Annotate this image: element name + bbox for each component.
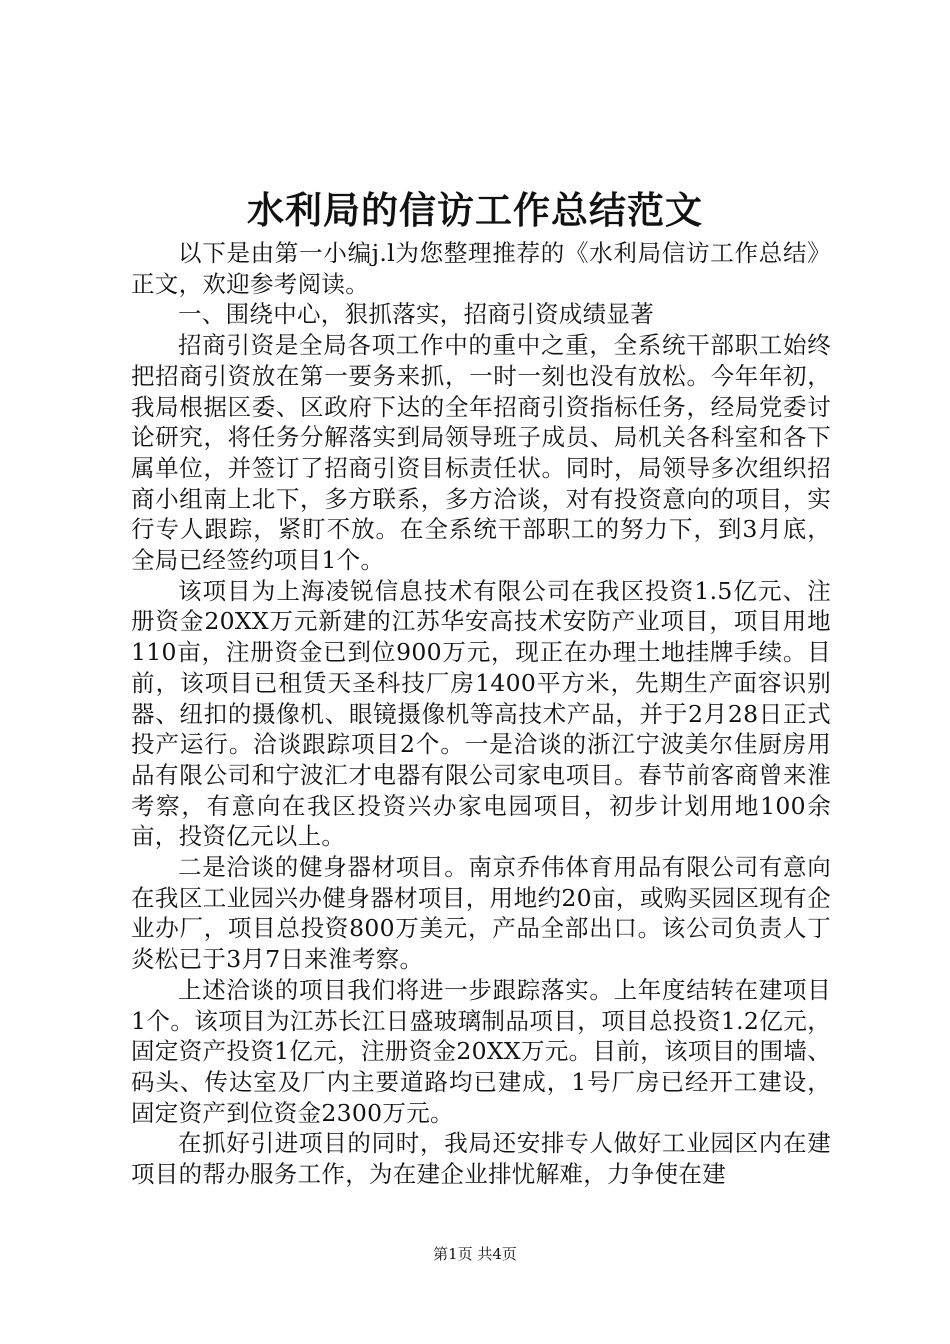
paragraph: 该项目为上海凌锐信息技术有限公司在我区投资1.5亿元、注册资金20XX万元新建的江苏华安高技术安防产业项目，项目用地110亩，注册资金已到位900万元，现正在办理土地挂牌手续。目前，该项目已租赁天圣科技厂房1400平方米，先期生产面容识别器、纽扣的摄像机、眼镜摄像机等高技术产品，并于2月28日正式投产运行。洽谈跟踪项目2个。一是洽谈的浙江宁波美尔佳厨房用品有限公司和宁波汇才电器有限公司家电项目。春节前客商曾来淮考察，有意向在我区投资兴办家电园项目，初步计划用地100余亩，投资亿元以上。 bbox=[131, 576, 831, 851]
paragraph: 二是洽谈的健身器材项目。南京乔伟体育用品有限公司有意向在我区工业园兴办健身器材项目，用地约20亩，或购买园区现有企业办厂，项目总投资800万美元，产品全部出口。该公司负责人丁炎松已于3月7日来淮考察。 bbox=[131, 853, 831, 974]
paragraph: 招商引资是全局各项工作中的重中之重，全系统干部职工始终把招商引资放在第一要务来抓，一时一刻也没有放松。今年年初，我局根据区委、区政府下达的全年招商引资指标任务，经局党委讨论研究，将任务分解落实到局领导班子成员、局机关各科室和各下属单位，并签订了招商引资目标责任状。同时，局领导多次组织招商小组南上北下，多方联系，多方洽谈，对有投资意向的项目，实行专人跟踪，紧盯不放。在全系统干部职工的努力下，到3月底，全局已经签约项目1个。 bbox=[131, 331, 831, 575]
document-title: 水利局的信访工作总结范文 bbox=[247, 188, 703, 232]
page-number-footer: 第1页 共4页 bbox=[433, 1245, 517, 1263]
section-heading: 一、围绕中心，狠抓落实，招商引资成绩显著 bbox=[178, 300, 654, 329]
paragraph: 上述洽谈的项目我们将进一步跟踪落实。上年度结转在建项目1个。该项目为江苏长江日盛玻璃制品项目，项目总投资1.2亿元，固定资产投资1亿元，注册资金20XX万元。目前，该项目的围墙、码头、传达室及厂内主要道路均已建成，1号厂房已经开工建设，固定资产到位资金2300万元。 bbox=[131, 975, 831, 1127]
paragraph-intro: 以下是由第一小编j.l为您整理推荐的《水利局信访工作总结》正文，欢迎参考阅读。 bbox=[131, 239, 831, 298]
paragraph: 在抓好引进项目的同时，我局还安排专人做好工业园区内在建项目的帮办服务工作，为在建企业排忧解难，力争使在建 bbox=[131, 1129, 831, 1189]
document-body bbox=[131, 238, 831, 1190]
